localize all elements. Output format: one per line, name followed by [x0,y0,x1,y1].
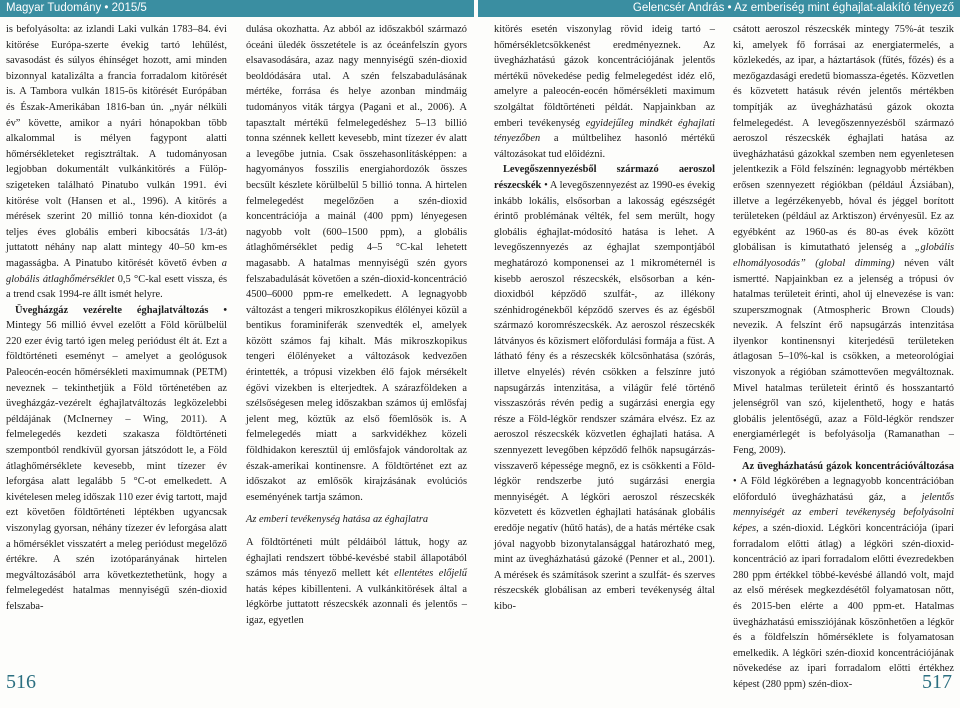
section-heading: Üvegházgáz vezérelte éghajlatváltozás • [15,304,227,316]
section-heading: Az emberi tevékenység hatása az éghajlatra [246,514,429,526]
journal-header: Magyar Tudomány • 2015/5 [0,0,474,17]
paragraph: Az üvegházhatású gázok koncentrációváltozása • A Föld légkörében a legnagyobb koncentrációban előforduló üvegházhatású gáz, a jelentős mennyiségét az emberi tevékenység befolyásolni képes, a szén-dioxid. Légköri koncentrációja (ipari forradalom előtti átlag) a légköri szén-dioxid-koncentráció az ipari forradalom előtti évezredekben 280 ppm értékkel többé-kevésbé állandó volt, majd az első mérések megkezdésétől folyamatosan nőtt, és 2015-ben elérte a 400 ppm-et. Hatalmas üvegházhatású emissziójának köszönhetően a légkör és a földfelszín hőmérséklete is folyamatosan emelkedik. A légköri szén-dioxid koncentrációjának növekedése az ipari forradalom előtti értékhez képest (280 ppm) szén-diox- [733,460,954,690]
paragraph: kitörés esetén viszonylag rövid ideig tartó – hőmérsékletcsökkenést eredményeznek. Az üvegházhatású gázok koncentrációjának jelentős mértékű növekedése pedig felmelegedést idéz elő, amelyre a paleocén-eocén hőmérsékleti maximum szolgáltat földtörténeti példát. Napjainkban az emberi tevékenység egyidejűleg mindkét éghajlati tényezőben a múltbelihez hasonló mértékű változásokat tud előidézni. [494,24,715,160]
section-heading: Az üvegházhatású gázok koncentrációváltozása [742,460,954,472]
text-column-1 [6,22,227,658]
text-column-3 [494,22,715,658]
paragraph: is befolyásolta: az izlandi Laki vulkán 1783–84. évi kitörése Európa-szerte évekig tartó lehűlést, savasodást és súlyos éhínséget hozott, ami minden bizonnyal katalizálta a francia forradalom kitörését is. A Tambora vulkán 1815-ös kitörését Európában és Észak-Amerikában 1816-ban ún. „nyár nélküli év” követte, amikor a nyári hónapokban több alkalommal is mélyen fagypont alatti hőmérsékleteket regisztráltak. A tudományosan legjobban dokumentált vulkánkitörés a Fülöp-szigeteken található Pinatubo vulkán 1991. évi kitörése volt (Hansen et al., 1996). A kitörés a mérések szerint 20 millió tonna kén-dioxidot (a teljes éves globális emberi kibocsátás 1/3-át) juttatott néhány nap alatt mintegy 40–50 km-es magasságba. A Pinatubo kitörését követő évben a globális átlaghőmérséklet 0,5 °C-kal esett vissza, és a trend csak 1994-re állt ismét helyre. [6,24,227,301]
page-number-right: 517 [922,671,952,693]
paragraph: dulása okozhatta. Az abból az időszakból származó óceáni üledék összetétele is az óceánfelszín gyors elsavasodására, azaz nagy mennyiségű szén-dioxid beoldódására utal. A szén felszabadulásának mértéke, forrása és helye azonban mindmáig tudományos viták tárgya (Pagani et al., 2006). A tapasztalt mértékű felmelegedéshez 5–13 billió tonna szénnek kellett kevesebb, mint tízezer év alatt a levegőbe jutnia. Csak összehasonlításképpen: a hagyományos fosszilis energiahordozók összes becsült készlete körülbelül 5 billió tonna. A hirtelen felmelegedést megelőzően a szén-dioxid koncentrációja a mainál (400 ppm) lényegesen nagyobb volt (600–1500 ppm), a globális átlaghőmérséklet pedig 4–5 °C-kal lehetett magasabb. A hatalmas mennyiségű szén gyors felszabadulását követően a szén-dioxid-koncentráció 4500–6000 ppm-re emelkedett. A legnagyobb változást a tengeri mikroszkopikus élőlényei közül a bentikus foraminiferák szenvedték el, amelyek között számos faj kihalt. Más mikroszkopikus tengeri élőlényeket a változások kedvezően érintették, a trópusi vizekben élő fajok mérsékelt égövi vizekben is elterjedtek. A szárazföldeken a szélsőségesen meleg időszakban számos új emlősfaj jelent meg, köztük az első főemlősök is. A felmelegedés miatt a sarkvidékhez közeli földhidakon keresztül új emlősfajok vándoroltak az észak-amerikai kontinensre. A földtörténet ezt az időszakot az emlősök kirajzásának evolúciós eseményének tartja számon. [246,24,467,503]
text-column-2 [246,22,467,658]
section-heading: Levegőszennyezésből származó aeroszol részecskék [494,164,715,191]
paragraph: Üvegházgáz vezérelte éghajlatváltozás • Mintegy 56 millió évvel ezelőtt a Föld körülbelül 220 ezer évig tartó igen meleg periódust élt át. Ezt a földtörténeti eseményt – amelyet a geológusok Paleocén-eocén hőmérsékleti maximumnak (PETM) neveznek – tekinthetjük a Föld történetében az üvegházgáz-vezérelt éghajlatváltozás legközelebbi példájának (McInerney – Wing, 2011). A felmelegedés kezdeti szakasza földtörténeti szempontból rendkívül gyorsan játszódott le, a Föld átlaghőmérséklete kevesebb, mint tízezer év leforgása alatt legalább 5 °C-ot emelkedett. A kivételesen meleg időszak 110 ezer évig tartott, majd ezt követően földtörténeti léptékben ugyancsak viszonylag gyorsan, néhány tízezer év leforgása alatt a hőmérséklet visszatért a meleg periódust megelőző értékre. A szén izotóparányának hirtelen megváltozásából arra következtethetünk, hogy a felmelegedést hatalmas mennyiségű szén-dioxid felszaba- [6,304,227,612]
page-number-left: 516 [6,671,36,693]
paragraph: A földtörténeti múlt példáiból láttuk, hogy az éghajlati rendszert többé-kevésbé stabil állapotából számos más tényező mellett két ellentétes előjelű hatás képes kibillenteni. A vulkánkitörések által a légkörbe juttatott részecskék azonnali és jelentős – igaz, egyetlen [246,537,467,626]
article-header: Gelencsér András • Az emberiség mint éghajlat-alakító tényező [478,0,960,17]
paragraph: Levegőszennyezésből származó aeroszol részecskék • A levegőszennyezést az 1990-es évekig inkább lokális, elsősorban a lakosság egészségét érintő problémának vélték, fel sem merült, hogy globális éghajlat-módosító hatása is lehet. A levegőszennyezés az éghajlat szempontjából meghatározó komponensei az 1 mikrométernél is kisebb aeroszol részecskék, elsősorban a kén-dioxidból képződő szulfát-, az illékony szénhidrogénekből képződő szerves és az égésből származó koromrészecskék. Az aeroszol részecskék látványos és közismert előfordulási formája a füst. A látható fény és a részecskék kölcsönhatása (szórás, illetve elnyelés) révén csökken a felszínre jutó napsugárzás intenzitása, a világűr felé történő visszaszórás révén pedig a sugárzási energia egy része a Föld-légkör rendszer számára elvész. Ez az aeroszol részecskék közvetlen éghajlati hatása. A szennyezett levegőben képződő felhők napsugárzás-visszaverő képessége megnő, ez is csökkenti a Föld-légkör rendszerbe jutó sugárzási energia mennyiségét. A légköri aeroszol részecskék közvetett és közvetlen éghajlati hatásának globális eredője negatív (hűtő hatás), de a hatás mértéke csak jóval nagyobb bizonytalansággal határozható meg, mint az üvegházhatású gázoké (Penner et al., 2001). A mérések és számítások szerint a szulfát- és szerves részecskék globálisan az emberi tevékenység által kibo- [494,164,715,612]
paragraph: csátott aeroszol részecskék mintegy 75%-át teszik ki, amelyek fő forrásai az energiatermelés, a közlekedés, az ipar, a háztartások (fűtés, főzés) és a mezőgazdasági eredetű biomassza-égetés. Közvetlen és közvetett hatásuk révén jelentős mértékben tompítják az üvegházhatású gázok okozta felmelegedést. A levegőszennyezésből származó aeroszol részecskék éghajlati hatása az üvegházhatású gázokkal szemben nem egyenletesen jelentkezik a Föld felszínén: legnagyobb mértékben erősen szennyezett régiókban (például Ázsiában), illetve a legérzékenyebb, hóval és jéggel borított területeken (például az Arktiszon) érvényesül. Ez az egyébként az 1960-as és 80-as évek között globálisan is kimutatható jelenség a „globális elhomályosodás” (global dimming) néven vált ismertté. Napjainkban ez a jelenség a trópusi óv hatalmas területeit érinti, ahol új elnevezése is van: szuperszmognak (Atmospheric Brown Clouds) nevezik. A felszínt érő napsugárzás intenzitása ilyenkor kontinensnyi kiterjedésű területeken átlagosan 5–10%-kal is csökken, a meteorológiai viszonyok a régióban számottevően megváltoznak. Mivel hatalmas területeit érintő és hosszantartó jelenségről van szó, kijelenthető, hogy e hatás globális jelentőségű, azaz a Föld-légkör rendszer energiamérlegét is befolyásolja (Ramanathan – Feng, 2009). [733,24,954,457]
